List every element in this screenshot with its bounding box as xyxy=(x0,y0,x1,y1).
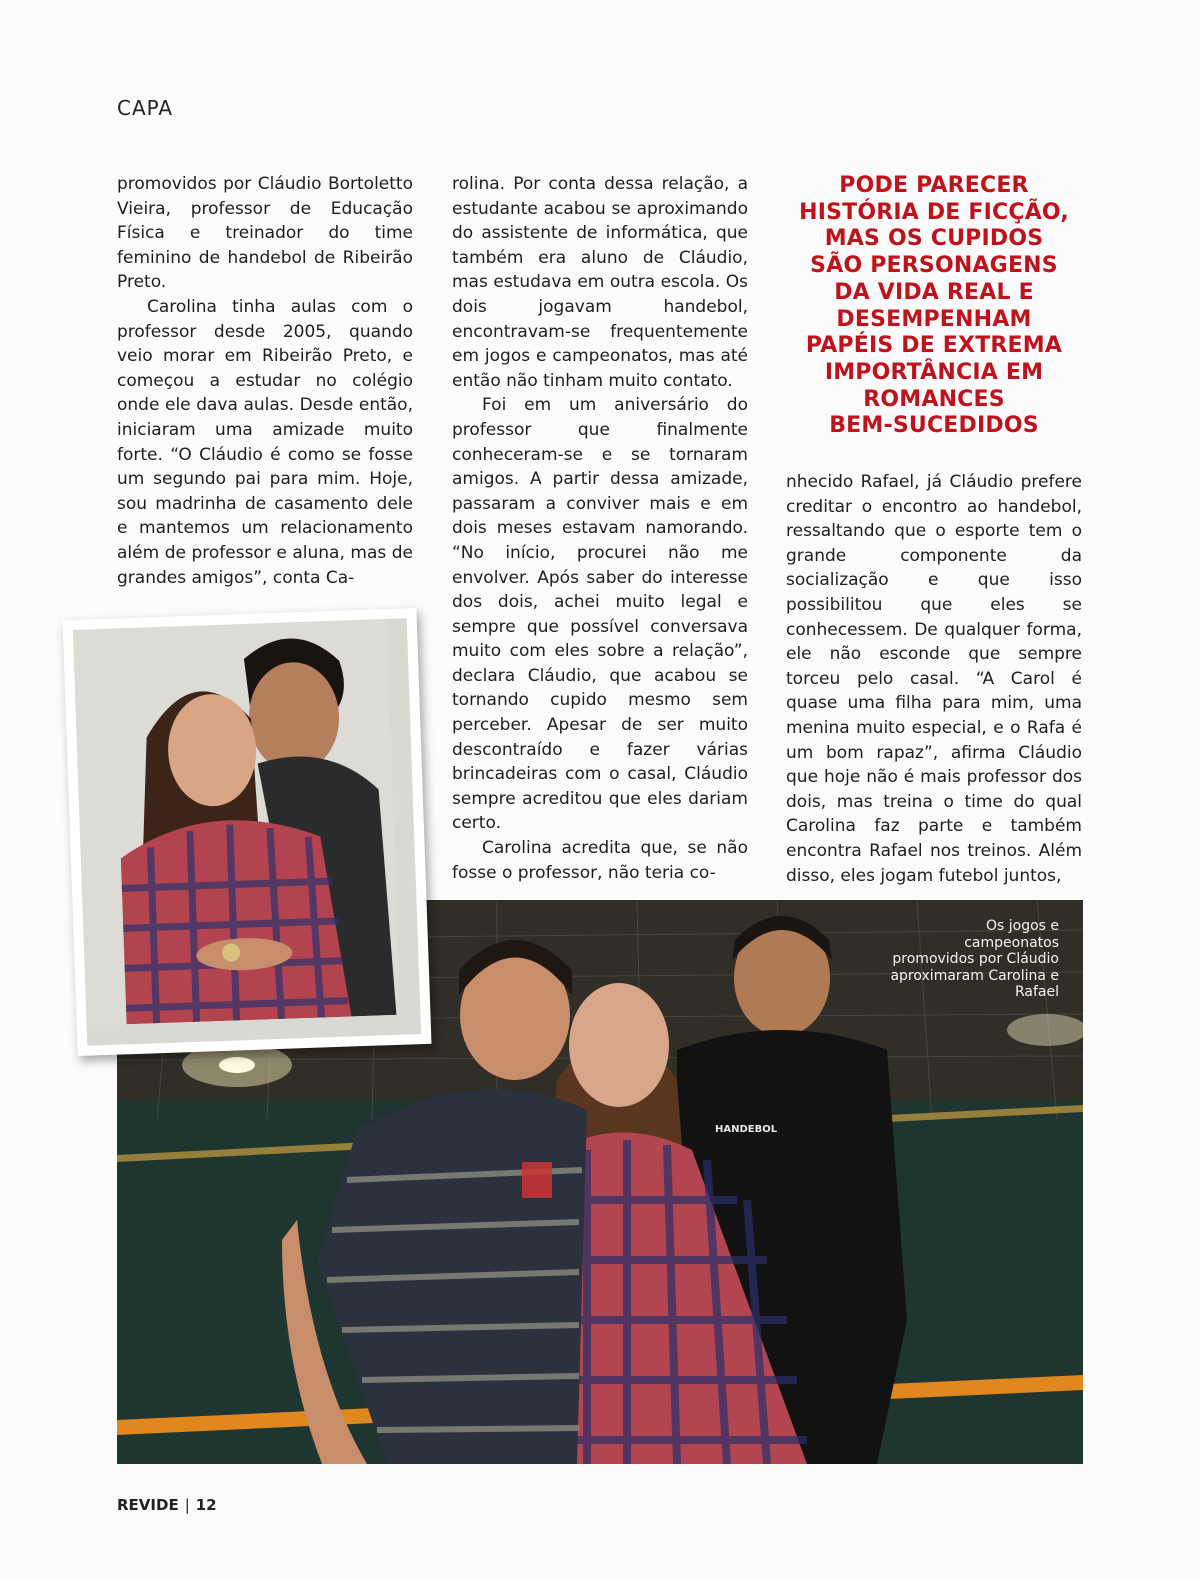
pull-quote-line: IMPORTÂNCIA EM xyxy=(824,359,1044,385)
footer-separator: | xyxy=(184,1496,190,1514)
couple-photo-illustration xyxy=(73,619,401,1026)
pull-quote-line: DESEMPENHAM xyxy=(836,306,1032,332)
paragraph: rolina. Por conta dessa relação, a estudante acabou se aproximando do assistente de informática, que também era aluno de Cláudio, mas estudava em outra escola. Os dois jogavam handebol, encontravam-se frequentemente em jogos e campeonatos, mas até então não tinham muito contato. xyxy=(452,174,748,391)
paragraph: nhecido Rafael, já Cláudio prefere creditar o encontro ao handebol, ressaltando que o esporte tem o grande componente da socialização e que isso possibilitou que eles se conhecessem. De qualquer forma, ele não esconde que sempre torceu pelo casal. “A Carol é quase uma filha para mim, uma menina muito especial, e o Rafa é um bom rapaz”, afirma Cláudio que hoje não é mais professor dos dois, mas treina o time do qual Carolina faz parte e também encontra Rafael nos treinos. Além disso, eles jogam futebol juntos, xyxy=(786,472,1082,886)
paragraph: Foi em um aniversário do professor que finalmente conheceram-se e se tornaram amigos. A partir dessa amizade, passaram a conviver mais e em dois meses estavam namorando. “No início, procurei não me envolver. Após saber do interesse dos dois, achei muito legal e sempre que possível conversava muito com eles sobre a relação”, declara Cláudio, que acabou se tornando cupido mesmo sem perceber. Apesar de ser muito descontraído e fazer várias brincadeiras com o casal, Cláudio sempre acreditou que eles dariam certo. xyxy=(452,395,748,834)
pull-quote-line: DA VIDA REAL E xyxy=(834,279,1034,305)
paragraph: Carolina acredita que, se não fosse o professor, não teria co- xyxy=(452,838,748,883)
page-number: 12 xyxy=(195,1496,217,1514)
pull-quote xyxy=(786,173,1082,440)
pull-quote-line: ROMANCES xyxy=(863,386,1005,412)
article-column-2 xyxy=(452,172,748,885)
pull-quote-line: PODE PARECER xyxy=(839,173,1029,198)
pull-quote-line: HISTÓRIA DE FICÇÃO, xyxy=(799,199,1069,225)
paragraph: Carolina tinha aulas com o professor desde 2005, quando veio morar em Ribeirão Preto, e começou a estudar no colégio onde ele dava aulas. Desde então, iniciaram uma amizade muito forte. “O Cláudio é como se fosse um segundo pai para mim. Hoje, sou madrinha de casamento dele e mantemos um relacionamento além de professor e aluna, mas de grandes amigos”, conta Ca- xyxy=(117,296,413,588)
couple-photo xyxy=(73,618,421,1045)
photo-caption: Os jogos e campeonatos promovidos por Cláudio aproximaram Carolina e Rafael xyxy=(890,918,1059,1000)
section-label: CAPA xyxy=(117,96,174,120)
paragraph: promovidos por Cláudio Bortoletto Vieira, professor de Educação Física e treinador do time feminino de handebol de Ribeirão Preto. xyxy=(117,174,413,293)
couple-photo-frame xyxy=(62,608,431,1056)
pull-quote-line: PAPÉIS DE EXTREMA xyxy=(805,333,1063,359)
pull-quote-line: BEM-SUCEDIDOS xyxy=(829,413,1039,439)
article-column-3 xyxy=(786,470,1082,888)
shirt-print: HANDEBOL xyxy=(715,1124,778,1135)
article-column-1 xyxy=(117,172,413,590)
pull-quote-line: SÃO PERSONAGENS xyxy=(810,253,1058,279)
magazine-name: REVIDE xyxy=(117,1496,179,1514)
pull-quote-line: MAS OS CUPIDOS xyxy=(824,226,1044,252)
page-footer xyxy=(117,1496,217,1514)
